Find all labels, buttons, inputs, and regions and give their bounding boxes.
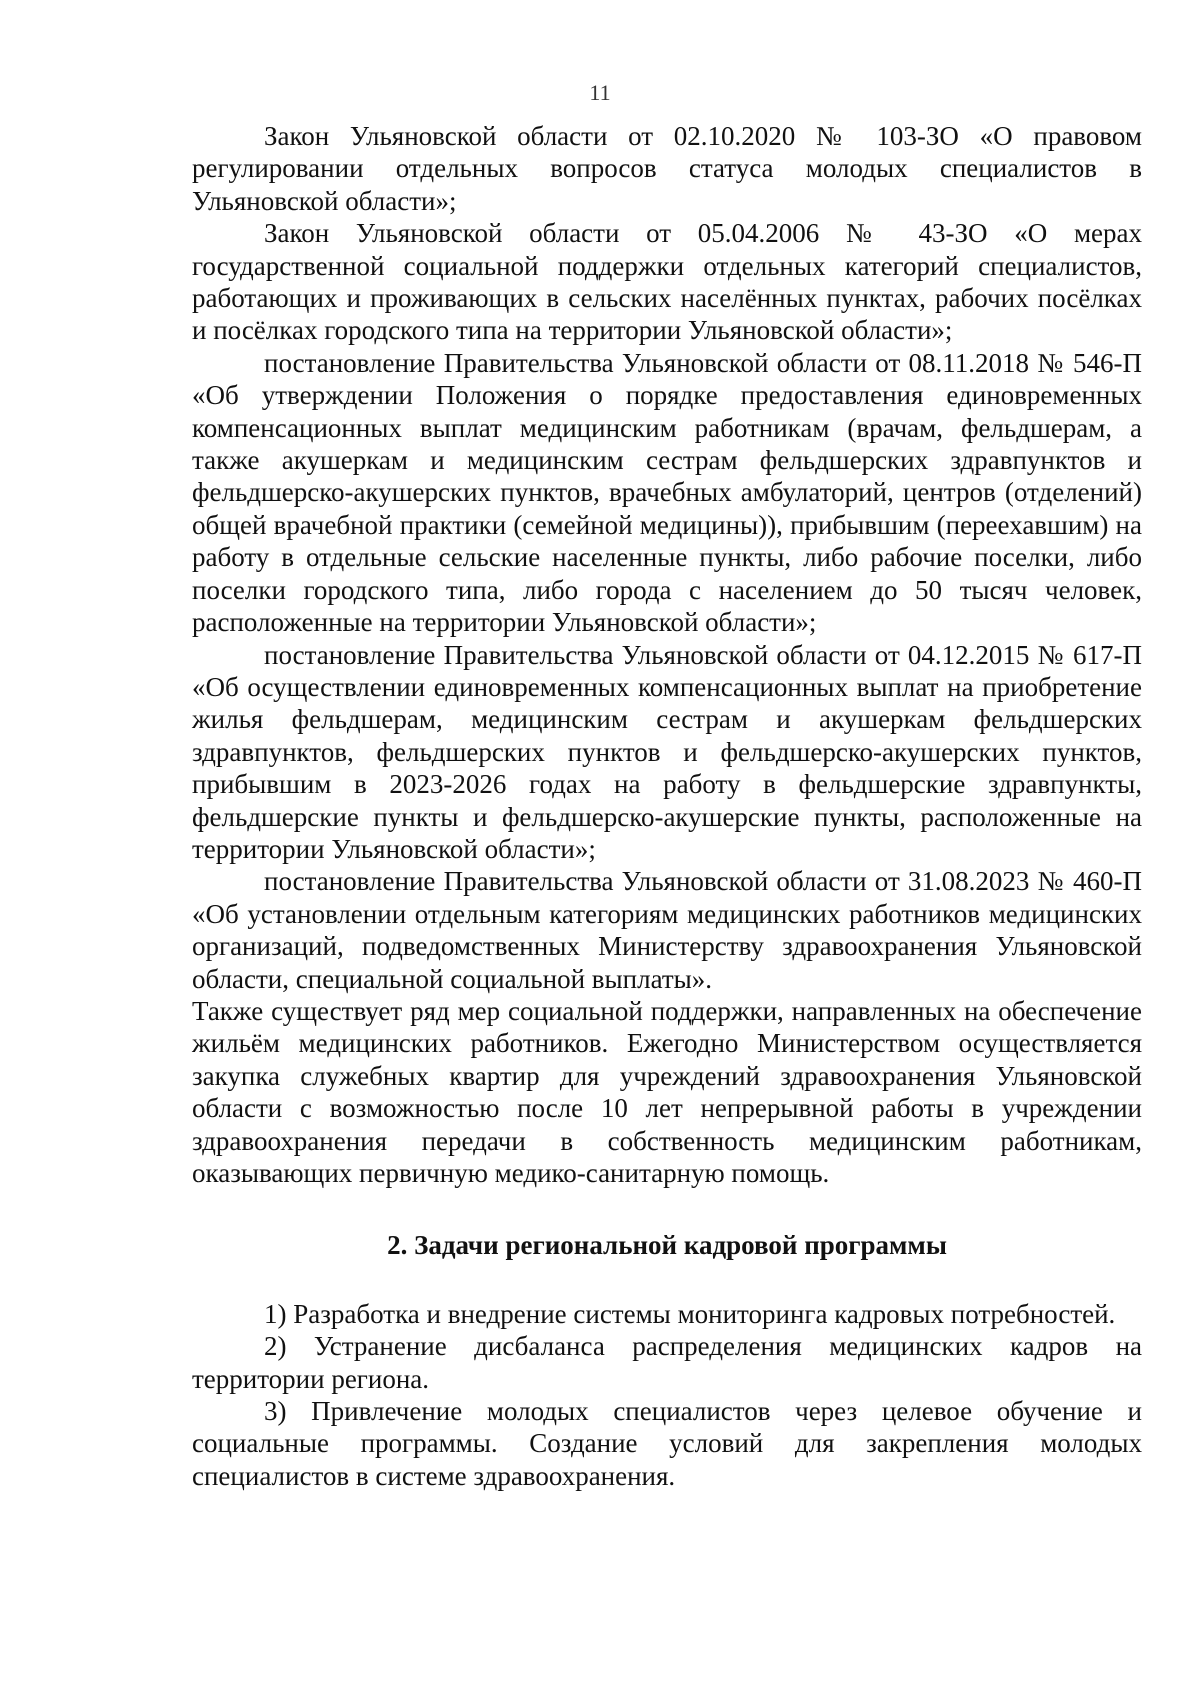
paragraph-law-43-zo: Закон Ульяновской области от 05.04.2006 № 43-ЗО «О мерах государственной социальной поддержки отдельных категорий специалистов, работающих и проживающих в сельских населённых пунктах, рабочих посёлках и посёлках городского типа на территории Ульяновской области»; (192, 218, 1142, 346)
paragraph-resolution-617-p: постановление Правительства Ульяновской области от 04.12.2015 № 617-П «Об осуществлении единовременных компенсационных выплат на приобретение жилья фельдшерам, медицинским сестрам и акушеркам фельдшерских здравпунктов, фельдшерских пунктов и фельдшерско-акушерских пунктов, прибывшим в 2023-2026 годах на работу в фельдшерские здравпункты, фельдшерские пункты и фельдшерско-акушерские пункты, расположенные на территории Ульяновской области»; (192, 639, 1142, 864)
paragraph-resolution-460-p: постановление Правительства Ульяновской области от 31.08.2023 № 460-П «Об установлении отдельным категориям медицинских работников медицинских организаций, подведомственных Министерству здравоохранения Ульяновской области, специальной социальной выплаты». (192, 866, 1142, 994)
task-item-3: 3) Привлечение молодых специалистов через целевое обучение и социальные программы. Создание условий для закрепления молодых специалистов в системе здравоохранения. (192, 1396, 1142, 1491)
task-item-2: 2) Устранение дисбаланса распределения медицинских кадров на территории региона. (192, 1331, 1142, 1394)
paragraph-housing-support: Также существует ряд мер социальной поддержки, направленных на обеспечение жильём медицинских работников. Ежегодно Министерством осуществляется закупка служебных квартир для учреждений здравоохранения Ульяновской области с возможностью после 10 лет непрерывной работы в учреждении здравоохранения передачи в собственность медицинским работникам, оказывающих первичную медико-санитарную помощь. (192, 995, 1142, 1188)
paragraph-resolution-546-p: постановление Правительства Ульяновской области от 08.11.2018 № 546-П «Об утверждении Положения о порядке предоставления единовременных компенсационных выплат медицинским работникам (врачам, фельдшерам, а также акушеркам и медицинским сестрам фельдшерских здравпунктов и фельдшерско-акушерских пунктов, врачебных амбулаторий, центров (отделений) общей врачебной практики (семейной медицины)), прибывшим (переехавшим) на работу в отдельные сельские населенные пункты, либо рабочие поселки, либо поселки городского типа, либо города с населением до 50 тысяч человек, расположенные на территории Ульяновской области»; (192, 347, 1142, 638)
document-body (192, 120, 1142, 1492)
paragraph-law-103-zo: Закон Ульяновской области от 02.10.2020 № 103-ЗО «О правовом регулировании отдельных вопросов статуса молодых специалистов в Ульяновской области»; (192, 121, 1142, 216)
task-item-1: 1) Разработка и внедрение системы мониторинга кадровых потребностей. (264, 1298, 1116, 1329)
section-heading: 2. Задачи региональной кадровой программы (387, 1230, 947, 1261)
page-number: 11 (589, 80, 611, 105)
